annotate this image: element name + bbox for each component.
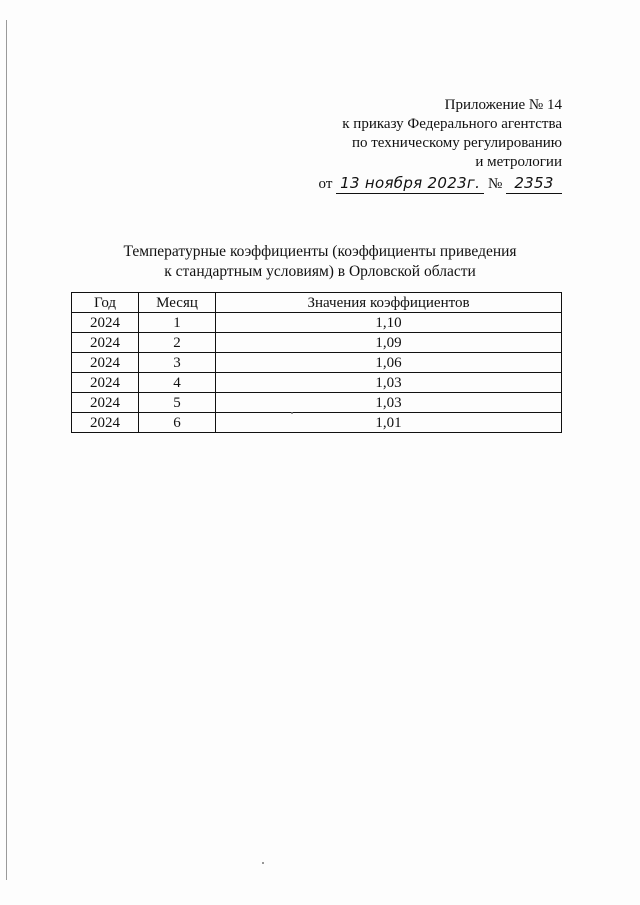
cell-year: 2024 [72,333,139,353]
document-title [60,242,580,282]
coefficients-table [71,292,562,433]
cell-value: 1,10 [216,313,562,333]
appendix-header [262,96,562,194]
table-row [72,353,562,373]
title-line-2: к стандартным условиям) в Орловской области [164,263,476,280]
table-header-row [72,293,562,313]
order-number-label: № [487,176,503,192]
cell-month: 2 [139,333,216,353]
cell-month: 1 [139,313,216,333]
agency-name-line: по техническому регулированию [351,135,562,151]
cell-year: 2024 [72,373,139,393]
table-row [72,313,562,333]
table-row [72,393,562,413]
header-month: Месяц [139,293,216,313]
order-reference: к приказу Федерального агентства [342,116,562,132]
cell-value: 1,03 [216,393,562,413]
header-values: Значения коэффициентов [216,293,562,313]
cell-year: 2024 [72,393,139,413]
cell-month: 3 [139,353,216,373]
order-date-line [262,174,562,194]
cell-value: 1,01 [216,413,562,433]
scan-speck [291,412,293,414]
appendix-number: Приложение № 14 [444,97,562,113]
scan-edge-line [6,20,7,880]
cell-month: 4 [139,373,216,393]
table-row [72,413,562,433]
cell-year: 2024 [72,313,139,333]
title-line-1: Температурные коэффициенты (коэффициенты приведения [123,243,517,260]
scan-speck [262,862,264,864]
table-row [72,373,562,393]
cell-year: 2024 [72,353,139,373]
cell-value: 1,06 [216,353,562,373]
agency-name-line-2: и метрологии [475,154,562,170]
order-prefix: от [318,176,333,192]
cell-month: 6 [139,413,216,433]
header-year: Год [72,293,139,313]
order-number-handwritten: 2353 [506,174,562,194]
cell-year: 2024 [72,413,139,433]
order-date-handwritten: 13 ноября 2023г. [336,174,484,194]
cell-value: 1,09 [216,333,562,353]
cell-value: 1,03 [216,373,562,393]
table-row [72,333,562,353]
cell-month: 5 [139,393,216,413]
